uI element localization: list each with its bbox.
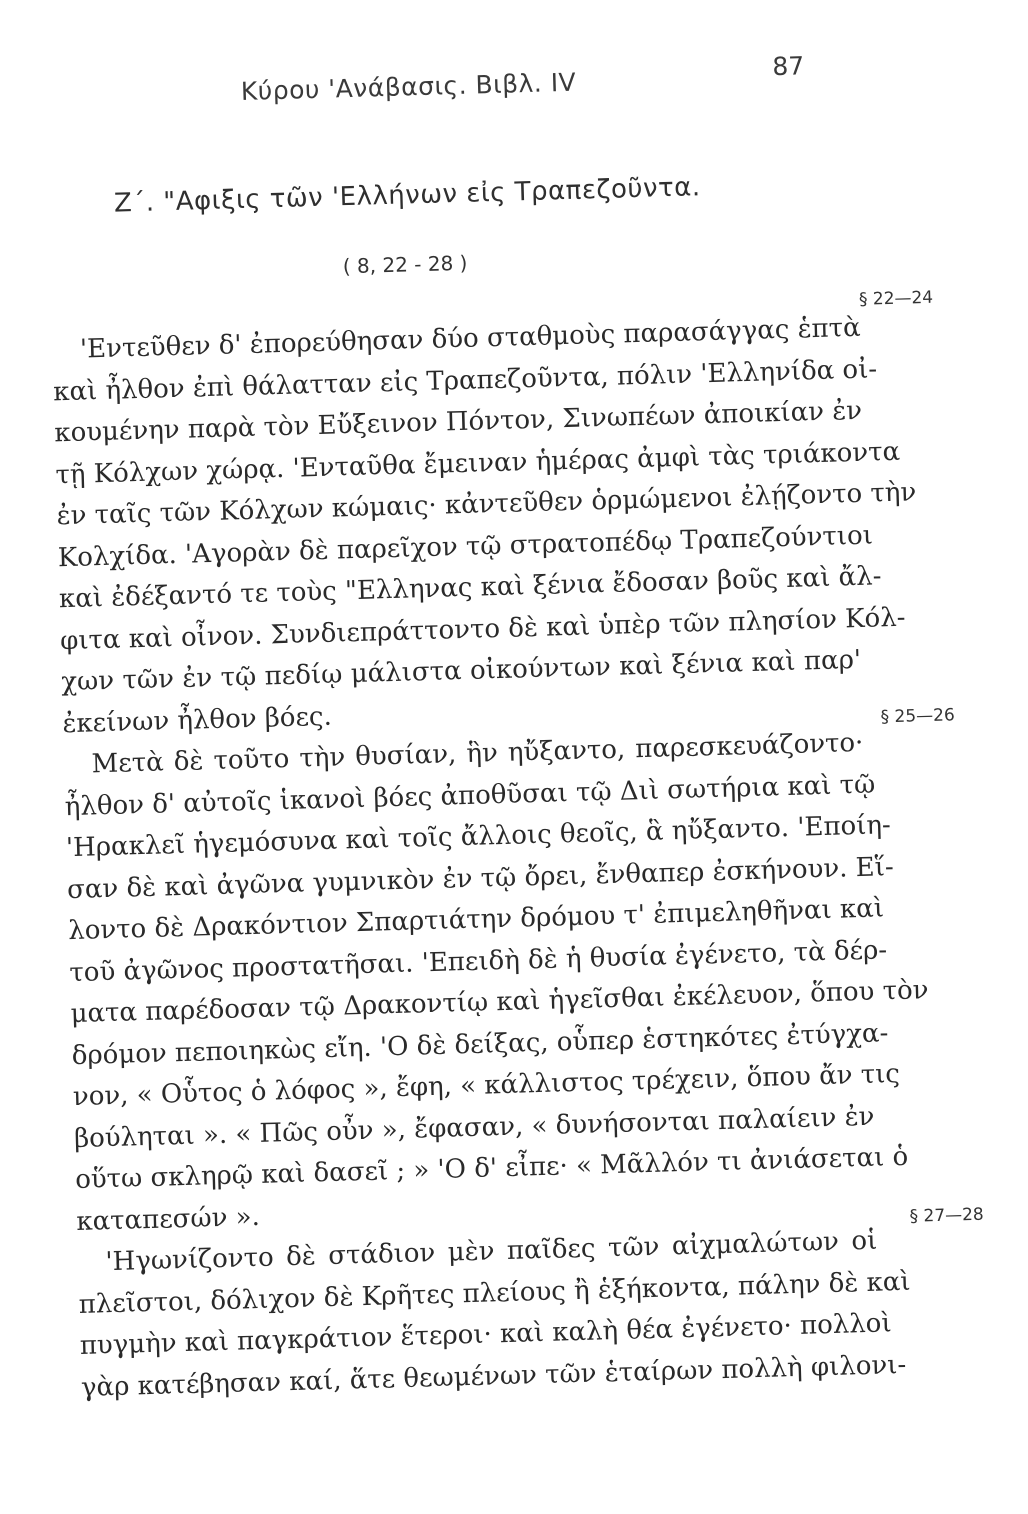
text-line: σαν δὲ καὶ ἀγῶνα γυμνικὸν ἐν τῷ ὄρει, ἔνθαπερ ἐσκήνουν. Εἵ- — [66, 851, 895, 905]
text-line: Κολχίδα. 'Αγορὰν δὲ παρεῖχον τῷ στρατοπέδῳ Τραπεζούντιοι — [57, 520, 874, 573]
text-line: πλεῖστοι, δόλιχον δὲ Κρῆτες πλείους ἢ ἑξήκοντα, πάλην δὲ καὶ — [78, 1266, 911, 1320]
text-line: χων τῶν ἐν τῷ πεδίῳ μάλιστα οἰκούντων καὶ ξένια καὶ παρ' — [60, 644, 862, 698]
text-line: 'Εντεῦθεν δ' ἐπορεύθησαν δύο σταθμοὺς παρασάγγας ἑπτὰ — [79, 312, 862, 365]
chapter-title: Ζ΄. "Αφιξις τῶν 'Ελλήνων εἰς Τραπεζοῦντα. — [113, 172, 701, 219]
text-line: λοντο δὲ Δρακόντιον Σπαρτιάτην δρόμου τ' ἐπιμεληθῆναι καὶ — [67, 893, 885, 947]
text-line: φιτα καὶ οἶνον. Συνδιεπράττοντο δὲ καὶ ὑπὲρ τῶν πλησίον Κόλ- — [59, 602, 906, 656]
text-line: καὶ ἦλθον ἐπὶ θάλατταν εἰς Τραπεζοῦντα, πόλιν 'Ελληνίδα οἰ- — [52, 353, 878, 407]
running-head: Κύρου 'Ανάβασις. Βιβλ. IV — [240, 67, 577, 106]
margin-note-27-28: § 27—28 — [909, 1204, 985, 1227]
paragraph-3 — [77, 1221, 911, 1409]
paragraph-1 — [52, 308, 917, 745]
text-line: δρόμον πεποιηκὼς εἴη. 'Ο δὲ δείξας, οὗπερ ἑστηκότες ἐτύγχα- — [71, 1017, 889, 1071]
text-line: Μετὰ δὲ τοῦτο τὴν θυσίαν, ἣν ηὔξαντο, παρεσκευάζοντο· — [91, 727, 864, 780]
text-line: κουμένην παρὰ τὸν Εὔξεινον Πόντον, Σινωπέων ἀποικίαν ἐν — [53, 395, 863, 449]
text-line: οὕτω σκληρῷ καὶ δασεῖ ; » 'Ο δ' εἶπε· « Μᾶλλόν τι ἀνιάσεται ὁ — [74, 1141, 909, 1196]
page-number: 87 — [772, 51, 805, 82]
text-line: ἐν ταῖς τῶν Κόλχων κώμαις· κἀντεῦθεν ὁρμώμενοι ἐλῄζοντο τὴν — [56, 477, 917, 532]
text-line: ἐκείνων ἦλθον βόες. — [62, 701, 333, 739]
text-line: καὶ ἐδέξαντό τε τοὺς "Ελληνας καὶ ξένια ἔδοσαν βοῦς καὶ ἄλ- — [58, 561, 882, 615]
section-range: ( 8, 22 - 28 ) — [342, 250, 468, 279]
text-line: γὰρ κατέβησαν καί, ἅτε θεωμένων τῶν ἑταίρων πολλὴ φιλονι- — [80, 1349, 907, 1403]
text-line: νον, « Οὗτος ὁ λόφος », ἔφη, « κάλλιστος τρέχειν, ὅπου ἄν τις — [72, 1058, 901, 1113]
text-line: ματα παρέδοσαν τῷ Δρακοντίῳ καὶ ἡγεῖσθαι ἐκέλευον, ὅπου τὸν — [70, 975, 929, 1030]
text-line: πυγμὴν καὶ παγκράτιον ἕτεροι· καὶ καλὴ θέα ἐγένετο· πολλοὶ — [79, 1308, 892, 1361]
paragraph-2 — [63, 723, 929, 1243]
text-line: τῇ Κόλχων χώρᾳ. 'Ενταῦθα ἔμειναν ἡμέρας ἀμφὶ τὰς τριάκοντα — [55, 436, 901, 490]
text-line: τοῦ ἀγῶνος προστατῆσαι. 'Επειδὴ δὲ ἡ θυσία ἐγένετο, τὰ δέρ- — [69, 934, 888, 988]
margin-note-25-26: § 25—26 — [880, 705, 956, 728]
text-line: ἦλθον δ' αὐτοῖς ἱκανοὶ βόες ἀποθῦσαι τῷ Διὶ σωτήρια καὶ τῷ — [64, 769, 876, 822]
text-line: βούληται ». « Πῶς οὖν », ἔφασαν, « δυνήσονται παλαίειν ἐν — [73, 1101, 875, 1154]
text-line: 'Ηγωνίζοντο δὲ στάδιον μὲν παῖδες τῶν αἰχμαλώτων οἱ — [105, 1225, 878, 1278]
text-line: καταπεσών ». — [75, 1201, 261, 1237]
margin-note-22-24: § 22—24 — [858, 287, 934, 310]
text-line: 'Ηρακλεῖ ἡγεμόσυνα καὶ τοῖς ἄλλοις θεοῖς, ἃ ηὔξαντο. 'Εποίη- — [65, 810, 892, 864]
